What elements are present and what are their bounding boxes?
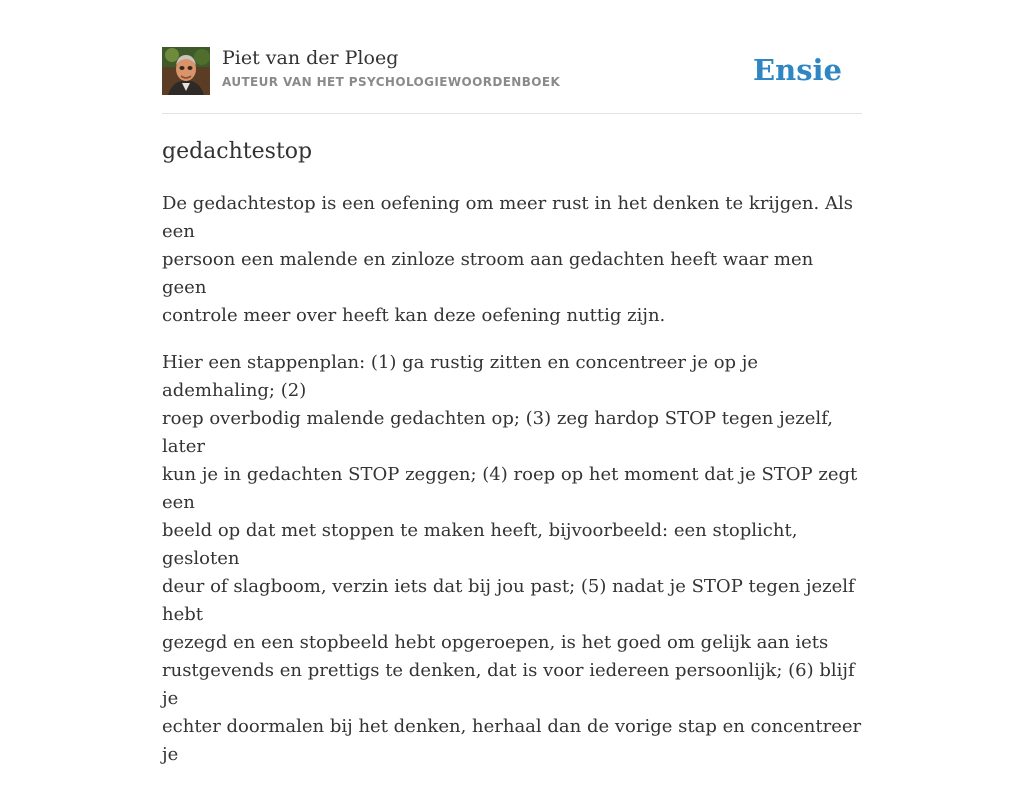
- page-title: gedachtestop: [162, 139, 313, 164]
- author-role: AUTEUR VAN HET PSYCHOLOGIEWOORDENBOEK: [222, 75, 561, 89]
- author-photo-icon: [162, 47, 210, 95]
- author-header: [162, 46, 862, 96]
- ensie-logo[interactable]: Ensie: [753, 53, 842, 87]
- article-paragraph: Hier een stappenplan: (1) ga rustig zitten en concentreer je op je ademhaling; (2) roep overbodig malende gedachten op; (3) zeg hardop STOP tegen jezelf, later kun je in gedachten STOP zeggen; (4) roep op het moment dat je STOP zegt een beeld op dat met stoppen te maken heeft, bijvoorbeeld: een stoplicht, gesloten deur of slagboom, verzin iets dat bij jou past; (5) nadat je STOP tegen jezelf hebt gezegd en een stopbeeld hebt opgeroepen, is het goed om gelijk aan iets rustgevends en prettigs te denken, dat is voor iedereen persoonlijk; (6) blijf je echter doormalen bij het denken, herhaal dan de vorige stap en concentreer je: [162, 352, 862, 765]
- article-body: [162, 190, 862, 788]
- header-divider: [162, 113, 862, 114]
- avatar[interactable]: [162, 47, 210, 95]
- article-paragraph: De gedachtestop is een oefening om meer rust in het denken te krijgen. Als een persoon een malende en zinloze stroom aan gedachten heeft waar men geen controle meer over heeft kan deze oefening nuttig zijn.: [162, 193, 853, 326]
- author-name[interactable]: Piet van der Ploeg: [222, 47, 399, 69]
